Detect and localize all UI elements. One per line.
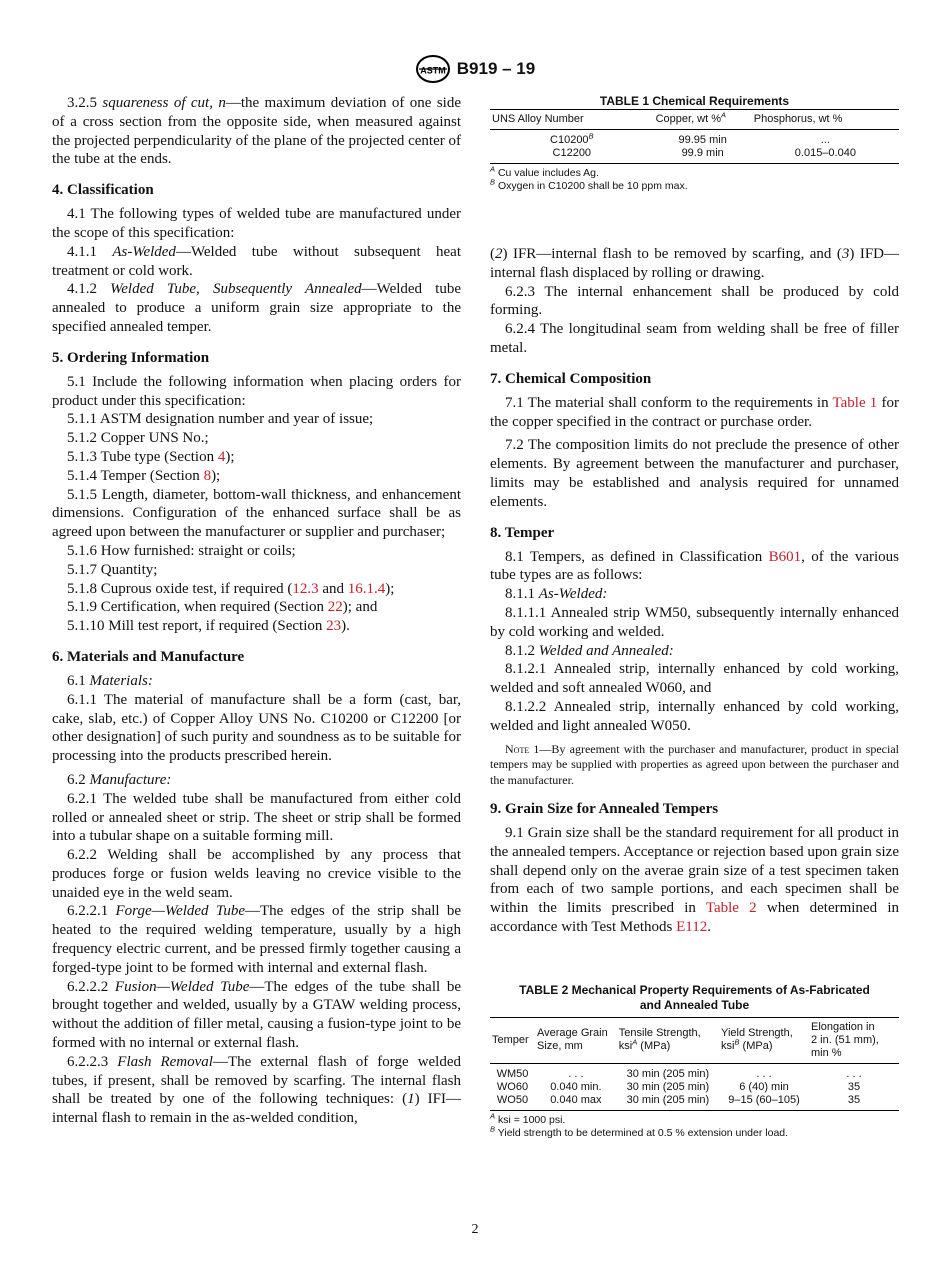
section-8-1-2-1: 8.1.2.1 Annealed strip, internally enhanced by cold working, welded and soft annealed W060, and: [490, 661, 899, 697]
section-5-1-7: 5.1.7 Quantity;: [67, 561, 158, 578]
heading-materials-manufacture: 6. Materials and Manufacture: [52, 648, 245, 665]
section-5-1-6: 5.1.6 How furnished: straight or coils;: [67, 542, 296, 559]
link-section-22[interactable]: 22: [327, 599, 343, 616]
link-table-2[interactable]: Table 2: [705, 900, 757, 917]
section-6-2-2-2: 6.2.2.2 Fusion—Welded Tube—The edges of the tube shall be brought together and welded, usually by a GTAW welding process, without the addition of filler metal, causing a fusion-type joint to be formed with no internal or external flash.: [52, 978, 462, 1052]
table-1-footnotes: [490, 164, 899, 193]
link-16-1-4[interactable]: 16.1.4: [347, 580, 386, 597]
table-1-grid: [490, 109, 899, 164]
col-header-tensile: Tensile Strength, ksi$^A$ (MPa): [617, 1017, 719, 1063]
table-row: WO50 0.040 max 30 min (205 min) 9–15 (60–105) 35: [490, 1094, 899, 1111]
astm-logo-icon: [415, 54, 451, 84]
link-e112[interactable]: E112: [676, 919, 708, 936]
left-column: [52, 94, 461, 1128]
col-header-uns: UNS Alloy Number: [490, 110, 654, 130]
footnote: $^A$ ksi = 1000 psi.: [490, 1111, 566, 1126]
link-12-3[interactable]: 12.3: [292, 580, 319, 597]
col-header-phosphorus: Phosphorus, wt %: [752, 110, 899, 130]
right-column: [490, 94, 899, 1140]
link-section-8[interactable]: 8: [203, 467, 212, 484]
footnote: $^B$ Yield strength to be determined at 0.5 % extension under load.: [490, 1124, 789, 1139]
section-5-1-5: 5.1.5 Length, diameter, bottom-wall thickness, and enhancement dimensions. Configuration of the enhanced surface shall be as agreed upon between the manufacturer or supplier and purchaser;: [52, 486, 461, 541]
heading-grain-size: 9. Grain Size for Annealed Tempers: [490, 801, 719, 818]
col-header-elongation: Elongation in 2 in. (51 mm), min %: [809, 1017, 899, 1063]
section-8-1-2: 8.1.2 Welded and Annealed:: [505, 642, 674, 659]
heading-ordering-information: 5. Ordering Information: [52, 349, 210, 366]
section-6-2-2-1: 6.2.2.1 Forge—Welded Tube—The edges of the strip shall be heated to the required welding temperature, usually by a high frequency electric current, and be pressed firmly together causing a forged-type joint to be formed with internal and external flash.: [52, 903, 462, 976]
section-6-2-1: 6.2.1 The welded tube shall be manufactured from either cold rolled or annealed sheet or strip. The sheet or strip shall be formed into a tubular shape on a suitable forming mill.: [52, 790, 461, 845]
col-header-grain-size: Average Grain Size, mm: [535, 1017, 617, 1063]
section-7-2: 7.2 The composition limits do not preclude the presence of other elements. By agreement between the manufacturer and purchaser, limits may be established and analysis required for unnamed elements.: [490, 437, 899, 510]
section-9-1: 9.1 Grain size shall be the standard requirement for all product in the annealed tempers. Acceptance or rejection based upon grain size shall depend only on the averae grain size of a test specimen taken from each of two sample portions, and each specimen shall be within the limits prescribed in Table 2 when determined in accordance with Test Methods E112.: [490, 825, 899, 936]
section-4-1-1: 4.1.1 As-Welded—Welded tube without subsequent heat treatment or cold work.: [52, 243, 461, 279]
table-2: [490, 983, 899, 1140]
table-header-row: [490, 1017, 899, 1063]
link-section-4[interactable]: 4: [217, 448, 226, 465]
link-b601[interactable]: B601: [768, 548, 802, 565]
section-6-2-2-3: 6.2.2.3 Flash Removal—The external flash of forge welded tubes, if present, shall be removed by scarfing. The internal flash shall be treated by one of the following techniques: (1) IFI—internal flash to remain in the as-welded condition,: [52, 1053, 462, 1127]
table-1-title: TABLE 1 Chemical Requirements: [599, 94, 790, 108]
section-4-1: 4.1 The following types of welded tube are manufactured under the scope of this specification:: [52, 206, 461, 241]
section-6-2-2-3-continued: (2) IFR—internal flash to be removed by scarfing, and (3) IFD—internal flash displaced by rolling or drawing.: [490, 246, 899, 281]
footnote: $^A$ Cu value includes Ag.: [490, 164, 599, 179]
heading-classification: 4. Classification: [52, 182, 154, 199]
section-5-1-10: 5.1.10 Mill test report, if required (Section 23).: [67, 618, 350, 635]
section-8-1-1: 8.1.1 As-Welded:: [505, 586, 608, 603]
table-row: C12200 99.9 min 0.015–0.040: [490, 147, 899, 164]
table-1: [490, 94, 899, 193]
section-6-1-1: 6.1.1 The material of manufacture shall be a form (cast, bar, cake, slab, etc.) of Copper Alloy UNS No. C10200 or C12200 [or other designation] of such purity and soundness as to be suitable for processing into the products prescribed herein.: [52, 691, 461, 765]
note-1: Note 1—By agreement with the purchaser and manufacturer, product in special tempers may be supplied with properties as agreed upon between the purchaser and the manufacturer.: [490, 741, 899, 787]
section-6-2-3: 6.2.3 The internal enhancement shall be produced by cold forming.: [490, 283, 899, 319]
svg-text:ASTM: ASTM: [420, 65, 446, 76]
section-8-1-2-2: 8.1.2.2 Annealed strip, internally enhanced by cold working, welded and light annealed W050.: [490, 698, 899, 734]
section-3-2-5: 3.2.5 squareness of cut, n—the maximum deviation of one side of a cross section from the opposite side, when measured against the projected perpendicularity of the plane of the projected center of the tube at the ends.: [52, 95, 461, 168]
section-6-2-4: 6.2.4 The longitudinal seam from welding shall be free of filler metal.: [490, 321, 899, 356]
col-header-copper: Copper, wt %$^A$: [654, 110, 752, 130]
section-5-1-3: 5.1.3 Tube type (Section 4);: [67, 448, 235, 465]
table-row: WM50 . . . 30 min (205 min) . . . . . .: [496, 1067, 862, 1080]
table-row: WO60 0.040 min. 30 min (205 min) 6 (40) min 35: [496, 1080, 861, 1093]
section-4-1-2: 4.1.2 Welded Tube, Subsequently Annealed—Welded tube annealed to produce a uniform grain size appropriate to the specified annealed temper.: [52, 281, 462, 335]
section-5-1-2: 5.1.2 Copper UNS No.;: [67, 430, 209, 447]
section-7-1: 7.1 The material shall conform to the requirements in Table 1 for the copper specified in the contract or purchase order.: [490, 394, 899, 430]
footnote: $^B$ Oxygen in C10200 shall be 10 ppm max.: [490, 177, 688, 192]
col-header-yield: Yield Strength, ksi$^B$ (MPa): [719, 1017, 809, 1063]
page-header: [0, 54, 950, 84]
section-5-1: 5.1 Include the following information when placing orders for product under this specification:: [52, 373, 461, 409]
heading-temper: 8. Temper: [490, 524, 555, 541]
section-5-1-4: 5.1.4 Temper (Section 8);: [67, 467, 221, 484]
section-8-1: 8.1 Tempers, as defined in Classification B601, of the various tube types are as follows:: [490, 548, 899, 584]
table-2-footnotes: [490, 1111, 899, 1140]
heading-chemical-composition: 7. Chemical Composition: [490, 370, 652, 387]
page-number: 2: [471, 1222, 479, 1237]
table-row: $C10200^B$ 99.95 min ...: [550, 131, 830, 146]
section-8-1-1-1: 8.1.1.1 Annealed strip WM50, subsequently internally enhanced by cold working and welded.: [490, 604, 899, 640]
document-id: B919 – 19: [456, 59, 536, 78]
table-2-title: TABLE 2 Mechanical Property Requirements of As-Fabricated and Annealed Tube: [519, 982, 870, 1012]
link-section-23[interactable]: 23: [326, 618, 342, 635]
section-5-1-8: 5.1.8 Cuprous oxide test, if required (12.3 and 16.1.4);: [67, 580, 395, 597]
section-5-1-9: 5.1.9 Certification, when required (Section 22); and: [67, 599, 378, 616]
table-header-row: [490, 110, 899, 130]
section-6-1: 6.1 Materials:: [67, 672, 153, 689]
link-table-1[interactable]: Table 1: [832, 394, 878, 411]
section-5-1-1: 5.1.1 ASTM designation number and year of issue;: [67, 411, 374, 428]
table-2-grid: [490, 1017, 899, 1111]
col-header-temper: Temper: [490, 1017, 535, 1063]
section-6-2: 6.2 Manufacture:: [67, 771, 172, 788]
section-6-2-2: 6.2.2 Welding shall be accomplished by any process that produces forge or fusion welds leaving no crevice visible to the unaided eye in the weld seam.: [52, 847, 461, 901]
